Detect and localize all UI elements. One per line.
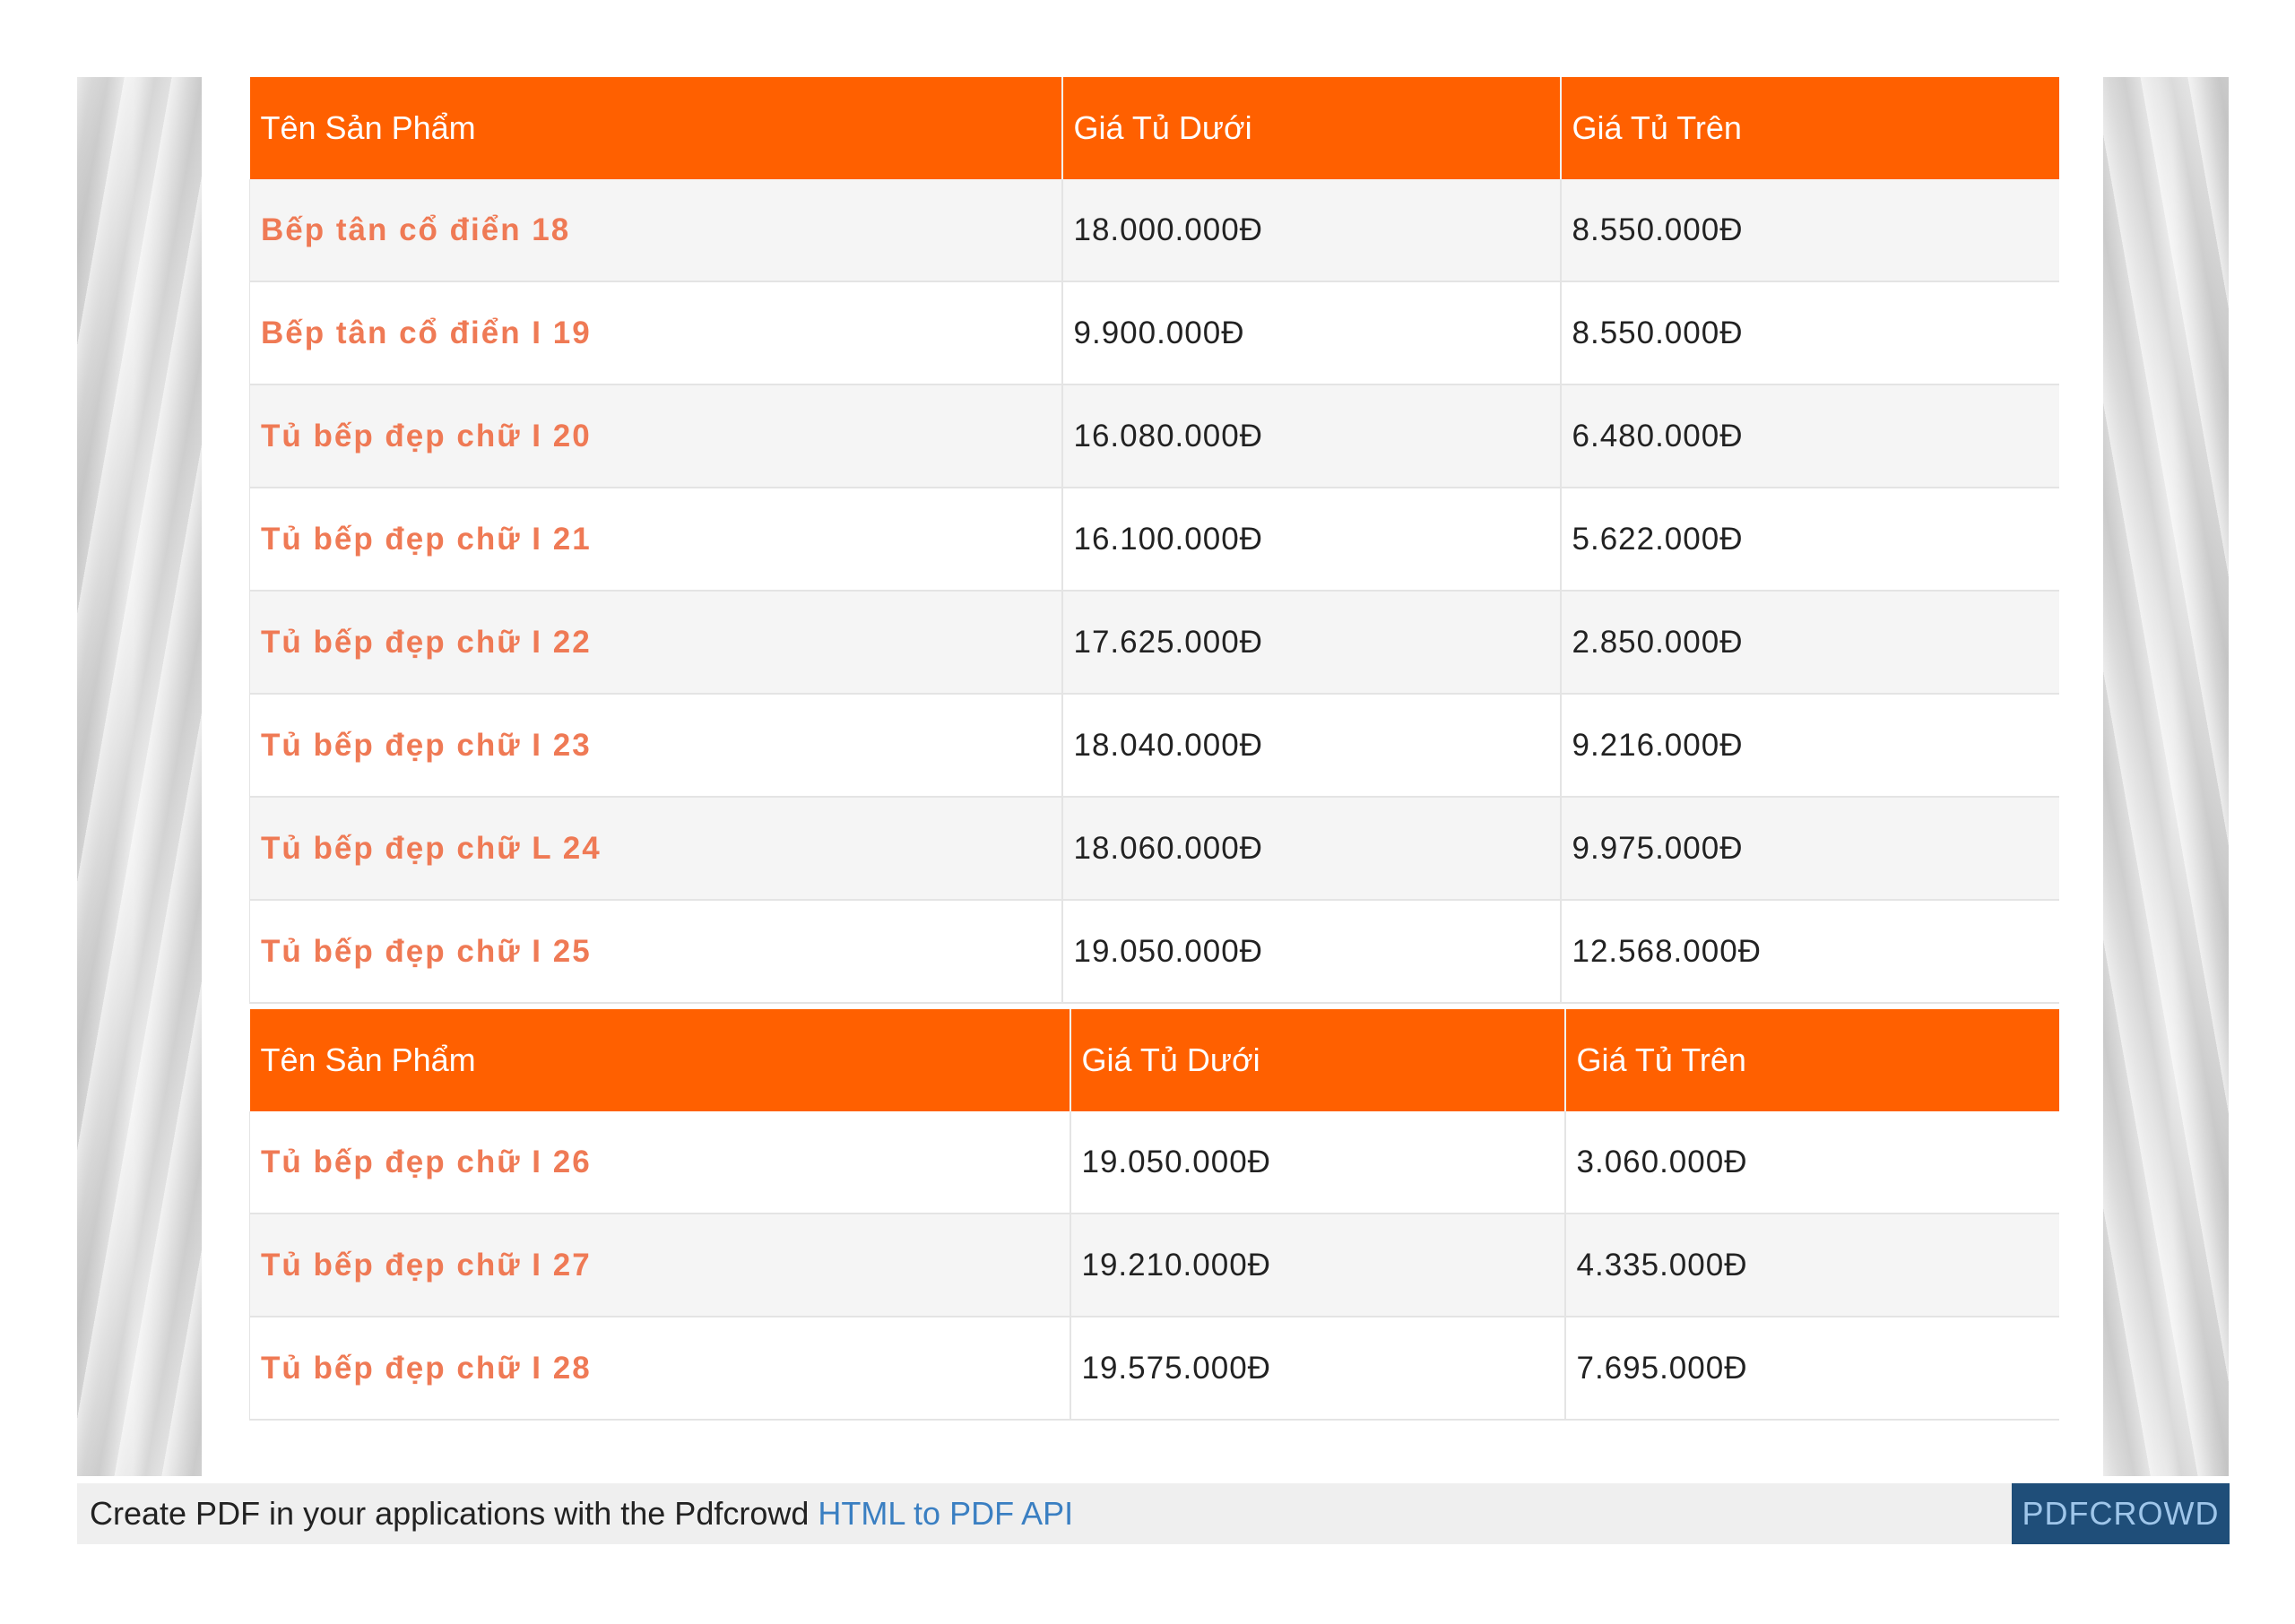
product-name-link[interactable]: Tủ bếp đẹp chữ I 25 (250, 900, 1062, 1003)
lower-price: 16.080.000Đ (1062, 384, 1561, 488)
upper-price: 5.622.000Đ (1561, 488, 2059, 591)
product-name-link[interactable]: Tủ bếp đẹp chữ I 27 (250, 1214, 1070, 1317)
header-lower-cabinet-price: Giá Tủ Dưới (1062, 77, 1561, 179)
product-name-link[interactable]: Bếp tân cổ điển 18 (250, 179, 1062, 281)
upper-price: 8.550.000Đ (1561, 179, 2059, 281)
product-name-link[interactable]: Tủ bếp đẹp chữ I 21 (250, 488, 1062, 591)
lower-price: 19.050.000Đ (1070, 1111, 1565, 1214)
lower-price: 19.050.000Đ (1062, 900, 1561, 1003)
table-row (250, 1214, 2059, 1317)
lower-price: 18.000.000Đ (1062, 179, 1561, 281)
product-name-link[interactable]: Tủ bếp đẹp chữ I 28 (250, 1317, 1070, 1420)
table-row (250, 384, 2059, 488)
html-to-pdf-api-link[interactable]: HTML to PDF API (818, 1495, 1074, 1532)
lower-price: 16.100.000Đ (1062, 488, 1561, 591)
table-row (250, 591, 2059, 694)
header-product-name: Tên Sản Phẩm (250, 1009, 1070, 1111)
lower-price: 17.625.000Đ (1062, 591, 1561, 694)
product-name-link[interactable]: Tủ bếp đẹp chữ I 20 (250, 384, 1062, 488)
upper-price: 8.550.000Đ (1561, 281, 2059, 384)
upper-price: 9.216.000Đ (1561, 694, 2059, 797)
header-product-name: Tên Sản Phẩm (250, 77, 1062, 179)
price-table-2 (249, 1009, 2059, 1421)
upper-price: 4.335.000Đ (1565, 1214, 2059, 1317)
table-header-row (250, 77, 2059, 179)
header-upper-cabinet-price: Giá Tủ Trên (1565, 1009, 2059, 1111)
product-name-link[interactable]: Bếp tân cổ điển I 19 (250, 281, 1062, 384)
pdfcrowd-logo-badge[interactable]: PDFCROWD (2012, 1483, 2230, 1544)
pdfcrowd-footer (77, 1483, 2229, 1544)
table-row (250, 694, 2059, 797)
header-upper-cabinet-price: Giá Tủ Trên (1561, 77, 2059, 179)
right-decorative-panel (2103, 77, 2229, 1476)
table-row (250, 281, 2059, 384)
price-table-1 (249, 77, 2059, 1004)
lower-price: 9.900.000Đ (1062, 281, 1561, 384)
left-decorative-panel (77, 77, 202, 1476)
upper-price: 7.695.000Đ (1565, 1317, 2059, 1420)
product-name-link[interactable]: Tủ bếp đẹp chữ I 26 (250, 1111, 1070, 1214)
lower-price: 18.060.000Đ (1062, 797, 1561, 900)
product-name-link[interactable]: Tủ bếp đẹp chữ I 22 (250, 591, 1062, 694)
table-row (250, 1111, 2059, 1214)
table-row (250, 1317, 2059, 1420)
upper-price: 12.568.000Đ (1561, 900, 2059, 1003)
upper-price: 6.480.000Đ (1561, 384, 2059, 488)
table-row (250, 488, 2059, 591)
table-row (250, 900, 2059, 1003)
table-header-row (250, 1009, 2059, 1111)
lower-price: 18.040.000Đ (1062, 694, 1561, 797)
footer-text-line (90, 1483, 1073, 1544)
product-name-link[interactable]: Tủ bếp đẹp chữ L 24 (250, 797, 1062, 900)
upper-price: 9.975.000Đ (1561, 797, 2059, 900)
table-row (250, 797, 2059, 900)
lower-price: 19.575.000Đ (1070, 1317, 1565, 1420)
table-row (250, 179, 2059, 281)
upper-price: 2.850.000Đ (1561, 591, 2059, 694)
header-lower-cabinet-price: Giá Tủ Dưới (1070, 1009, 1565, 1111)
product-name-link[interactable]: Tủ bếp đẹp chữ I 23 (250, 694, 1062, 797)
footer-text: Create PDF in your applications with the Pdfcrowd (90, 1495, 818, 1532)
upper-price: 3.060.000Đ (1565, 1111, 2059, 1214)
lower-price: 19.210.000Đ (1070, 1214, 1565, 1317)
